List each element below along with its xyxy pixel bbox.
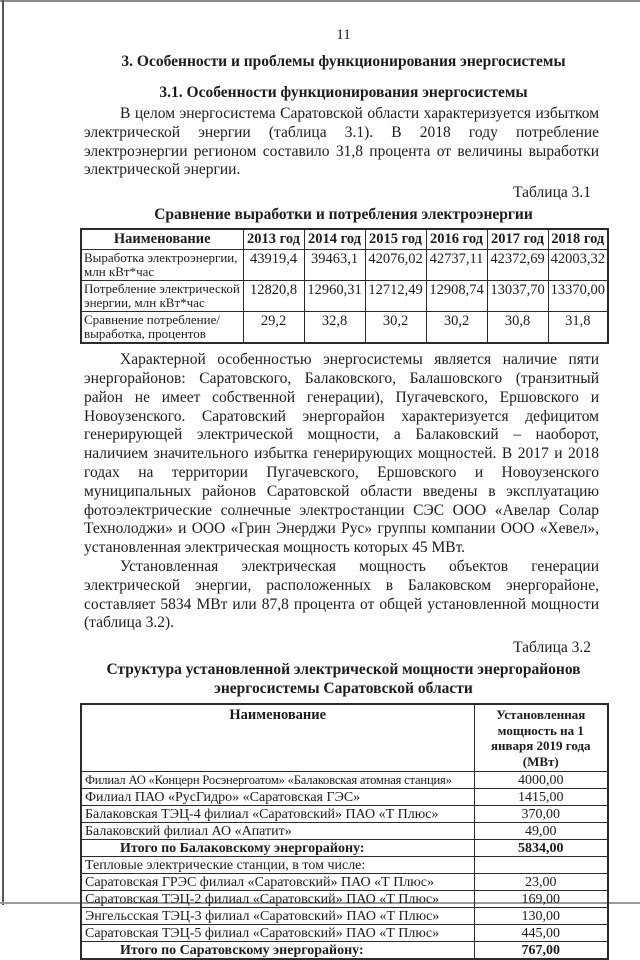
table-capacity-structure — [80, 703, 609, 960]
row-name: Саратовская ТЭЦ-2 филиал «Саратовский» ПАО «Т Плюс» — [81, 891, 474, 908]
row-value: 43919,4 — [243, 250, 304, 281]
section-heading: 3. Особенности и проблемы функционирования энергосистемы — [121, 53, 566, 70]
table2-row — [81, 772, 608, 789]
table2-row — [81, 874, 608, 891]
row-value: 4000,00 — [474, 772, 608, 789]
row-value: 767,00 — [474, 942, 608, 960]
row-name: Итого по Балаковскому энергорайону: — [81, 840, 474, 857]
table1-header-year: 2013 год — [243, 229, 304, 250]
row-value: 29,2 — [243, 312, 304, 344]
row-name: Саратовская ТЭЦ-5 филиал «Саратовский» ПАО «Т Плюс» — [81, 925, 474, 942]
table1-header-year: 2014 год — [304, 229, 365, 250]
row-name: Энгельсская ТЭЦ-3 филиал «Саратовский» ПАО «Т Плюс» — [81, 908, 474, 925]
row-value: 42737,11 — [426, 250, 487, 281]
row-name: Тепловые электрические станции, в том числе: — [81, 857, 474, 874]
table2-row — [81, 789, 608, 806]
row-value: 12908,74 — [426, 281, 487, 312]
table1-title: Сравнение выработки и потребления электроэнергии — [154, 206, 533, 224]
page-number: 11 — [336, 27, 351, 43]
paragraph-installed-capacity: Установленная электрическая мощность объектов генерации электрической энергии, расположенных в Балаковском энергорайоне, составляет 5834 МВт или 87,8 процента от общей установленной мощности (таблица 3.2). — [84, 557, 599, 632]
row-name: Филиал ПАО «РусГидро» «Саратовская ГЭС» — [81, 789, 474, 806]
table1-header-year: 2018 год — [548, 229, 608, 250]
table1-header-row — [81, 229, 608, 250]
row-name: Потребление электрической энергии, млн кВт*час — [81, 281, 243, 312]
row-value — [474, 857, 608, 874]
row-name: Балаковская ТЭЦ-4 филиал «Саратовский» ПАО «Т Плюс» — [81, 806, 474, 823]
table1-row — [81, 281, 608, 312]
row-value: 30,2 — [365, 312, 426, 344]
row-value: 42003,32 — [548, 250, 608, 281]
table2-row — [81, 908, 608, 925]
table1-label: Таблица 3.1 — [513, 184, 591, 202]
paragraph-energy-districts: Характерной особенностью энергосистемы является наличие пяти энергорайонов: Саратовского, Балаковского, Балашовского (транзитный район не имеет собственной генерации), Пугачевского, Ершовского и Новоузенского. Саратовский энергорайон характеризуется дефицитом генерирующей электрической мощности, а Балаковский – наоборот, наличием значительного избытка генерирующих мощностей. В 2017 и 2018 годах на территории Пугачевского, Ершовского и Новоузенского муниципальных районов Саратовской области введены в эксплуатацию фотоэлектрические солнечные электростанции СЭС ООО «Авелар Солар Технолоджи» и ООО «Грин Энерджи Рус» группы компании ООО «Хевел», установленная электрическая мощность которых 45 МВт. — [84, 351, 599, 557]
table2-row — [81, 857, 608, 874]
table1-header-name: Наименование — [81, 229, 243, 250]
row-value: 12960,31 — [304, 281, 365, 312]
row-value: 130,00 — [474, 908, 608, 925]
row-value: 5834,00 — [474, 840, 608, 857]
table2-row — [81, 942, 608, 960]
row-value: 42076,02 — [365, 250, 426, 281]
table2-row — [81, 891, 608, 908]
scan-edge-left — [2, 0, 4, 905]
subsection-heading: 3.1. Особенности функционирования энергосистемы — [159, 84, 528, 101]
row-value: 30,8 — [487, 312, 548, 344]
table2-header-value: Установленная мощность на 1 января 2019 года (МВт) — [474, 704, 608, 772]
row-value: 30,2 — [426, 312, 487, 344]
row-value: 32,8 — [304, 312, 365, 344]
table2-header-row — [81, 704, 608, 772]
table1-header-year: 2016 год — [426, 229, 487, 250]
row-value: 169,00 — [474, 891, 608, 908]
row-value: 13037,70 — [487, 281, 548, 312]
table1-header-year: 2017 год — [487, 229, 548, 250]
table2-title: Структура установленной электрической мощности энергорайонов энергосистемы Саратовской области — [106, 661, 581, 698]
row-name: Саратовская ГРЭС филиал «Саратовский» ПАО «Т Плюс» — [81, 874, 474, 891]
table-generation-consumption — [80, 228, 609, 344]
table2-header-name: Наименование — [81, 704, 474, 772]
row-value: 445,00 — [474, 925, 608, 942]
row-value: 12820,8 — [243, 281, 304, 312]
row-value: 49,00 — [474, 823, 608, 840]
row-name: Филиал АО «Концерн Росэнергоатом» «Балаковская атомная станция» — [81, 772, 474, 789]
row-name: Выработка электроэнергии, млн кВт*час — [81, 250, 243, 281]
row-value: 1415,00 — [474, 789, 608, 806]
row-value: 12712,49 — [365, 281, 426, 312]
table1-header-year: 2015 год — [365, 229, 426, 250]
row-value: 370,00 — [474, 806, 608, 823]
document-page — [80, 0, 607, 960]
row-name: Сравнение потребление/выработка, процентов — [81, 312, 243, 344]
row-value: 31,8 — [548, 312, 608, 344]
table2-row — [81, 823, 608, 840]
row-name: Итого по Саратовскому энергорайону: — [81, 942, 474, 960]
table2-row — [81, 806, 608, 823]
paragraph-intro: В целом энергосистема Саратовской области характеризуется избытком электрической энергии (таблица 3.1). В 2018 году потребление электроэнергии регионом составило 31,8 процента от величины выработки электрической энергии. — [84, 105, 599, 179]
table1-row — [81, 312, 608, 344]
row-value: 39463,1 — [304, 250, 365, 281]
table2-row — [81, 840, 608, 857]
row-value: 42372,69 — [487, 250, 548, 281]
table1-row — [81, 250, 608, 281]
row-value: 13370,00 — [548, 281, 608, 312]
table2-label: Таблица 3.2 — [513, 639, 591, 657]
table2-row — [81, 925, 608, 942]
row-value: 23,00 — [474, 874, 608, 891]
row-name: Балаковский филиал АО «Апатит» — [81, 823, 474, 840]
